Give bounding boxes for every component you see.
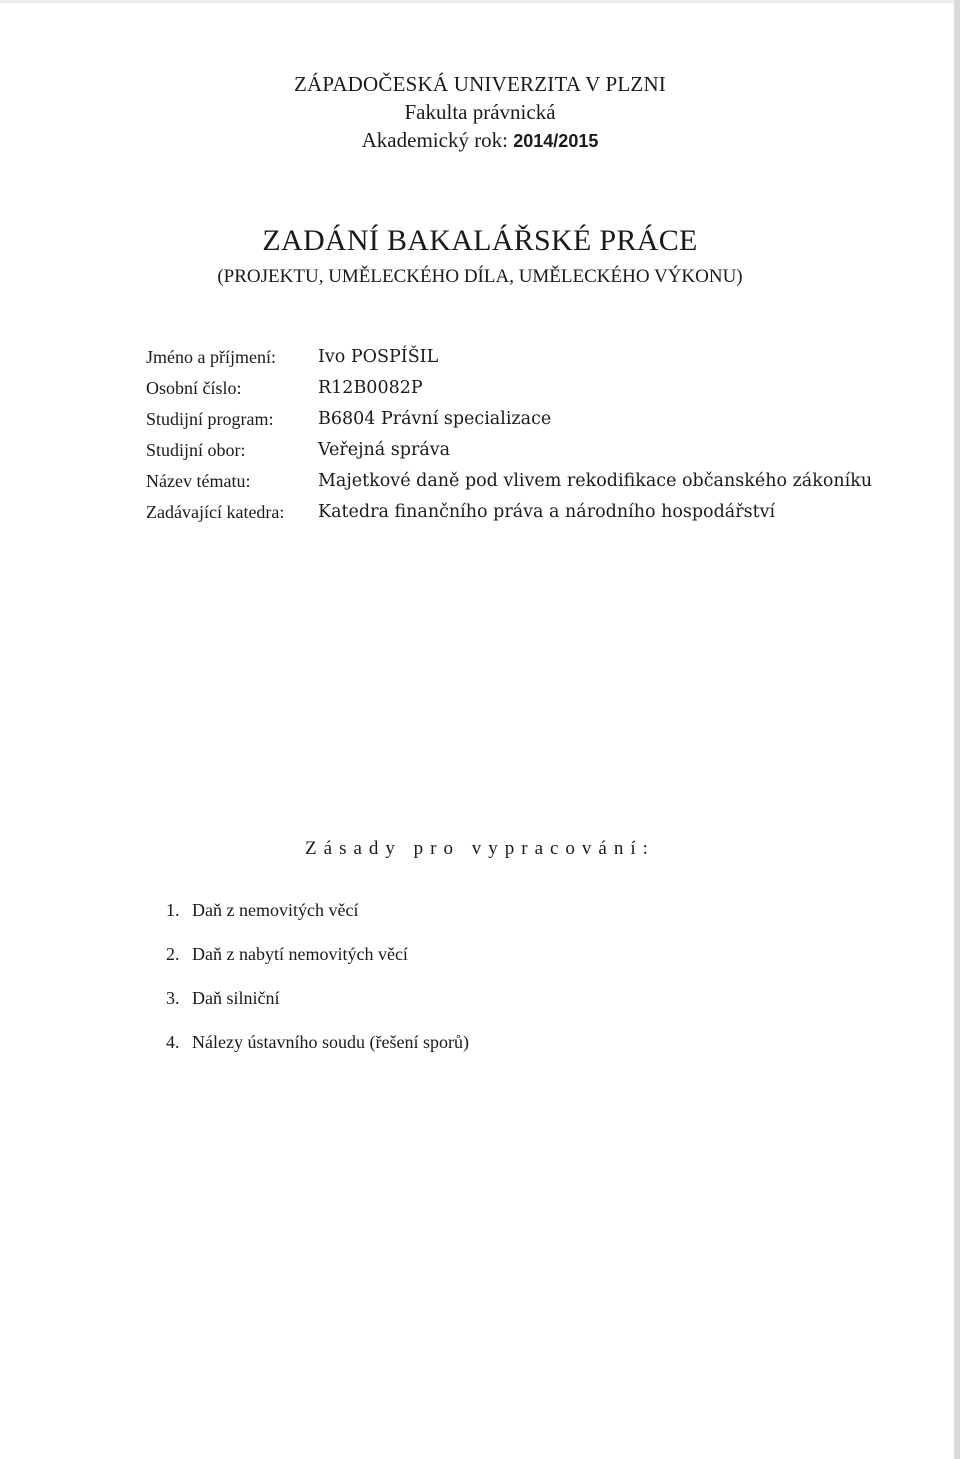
list-item (166, 898, 469, 942)
info-value: B6804 Právní specializace (318, 409, 552, 429)
info-label: Studijní obor: (146, 440, 246, 460)
student-info (146, 338, 872, 524)
info-row-department (146, 493, 872, 524)
info-value: Veřejná správa (318, 440, 451, 460)
info-row-study-program (146, 400, 872, 431)
principles-heading: Zásady pro vypracování: (305, 838, 655, 859)
info-label: Osobní číslo: (146, 378, 242, 398)
info-value: Ivo POSPÍŠIL (318, 347, 439, 367)
info-label: Zadávající katedra: (146, 502, 285, 522)
list-item (166, 1030, 469, 1074)
document-subtitle: (PROJEKTU, UMĚLECKÉHO DÍLA, UMĚLECKÉHO VÝKONU) (217, 266, 743, 287)
list-item (166, 986, 469, 1030)
list-item-number: 3. (166, 988, 180, 1008)
info-label: Studijní program: (146, 409, 274, 429)
principles-heading-block (0, 838, 960, 860)
list-item-number: 2. (166, 944, 180, 964)
title-block (0, 222, 960, 290)
list-item-text: Daň z nabytí nemovitých věcí (192, 944, 408, 964)
list-item-text: Daň z nemovitých věcí (192, 900, 359, 920)
list-item-text: Daň silniční (192, 988, 280, 1008)
scan-edge-right (954, 0, 960, 1459)
scan-edge-top (0, 0, 960, 3)
document-header (0, 70, 960, 155)
list-item-number: 1. (166, 900, 180, 920)
principles-list (166, 898, 469, 1074)
document-title: ZADÁNÍ BAKALÁŘSKÉ PRÁCE (262, 224, 698, 257)
info-value: R12B0082P (318, 378, 423, 398)
info-label: Název tématu: (146, 471, 251, 491)
info-row-personal-number (146, 369, 872, 400)
academic-year (0, 126, 960, 155)
info-label: Jméno a příjmení: (146, 347, 276, 367)
info-row-study-field (146, 431, 872, 462)
faculty-name: Fakulta právnická (404, 100, 556, 124)
university-name: ZÁPADOČESKÁ UNIVERZITA V PLZNI (293, 72, 667, 96)
info-row-topic (146, 462, 872, 493)
list-item-number: 4. (166, 1032, 180, 1052)
academic-year-value: 2014/2015 (513, 131, 599, 151)
academic-year-label: Akademický rok: (361, 128, 509, 152)
list-item-text: Nálezy ústavního soudu (řešení sporů) (192, 1032, 469, 1052)
list-item (166, 942, 469, 986)
info-value: Majetkové daně pod vlivem rekodifikace občanského zákoníku (318, 471, 873, 491)
info-value: Katedra finančního práva a národního hospodářství (318, 502, 776, 522)
info-row-name (146, 338, 872, 369)
